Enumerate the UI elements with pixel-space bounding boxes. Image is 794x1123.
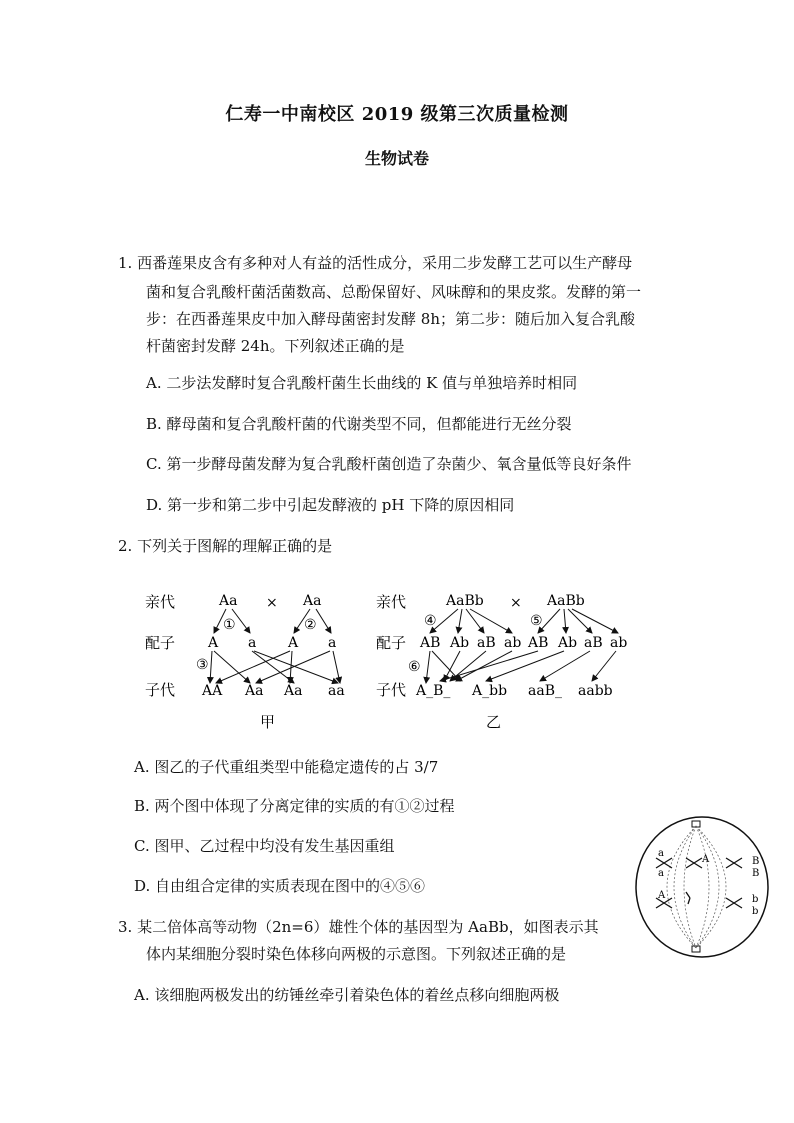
yi-offspring-1: A_B_ — [416, 683, 451, 699]
cell-label-b-1: b — [752, 894, 759, 905]
yi-offspring-2: A_bb — [472, 683, 508, 699]
yi-mark-5: ⑤ — [530, 613, 543, 629]
spindle-fibers — [667, 826, 726, 948]
yi-offspring-3: aaB_ — [528, 683, 562, 699]
q1-stem-line-4: 杆菌密封发酵 24h。下列叙述正确的是 — [146, 337, 405, 355]
yi-label: 乙 — [486, 713, 502, 731]
cell-label-A-2: A — [658, 890, 666, 901]
jia-parent-1: Aa — [219, 593, 238, 609]
yi-parent-2: AaBb — [547, 593, 585, 609]
cell-division-diagram — [632, 812, 772, 962]
yi-gamete-4: ab — [504, 635, 522, 651]
yi-gamete-6: Ab — [558, 635, 578, 651]
genetic-cross-figure — [140, 585, 640, 735]
q1-option-d: D. 第一步和第二步中引起发酵液的 pH 下降的原因相同 — [146, 496, 515, 514]
jia-gamete-1: A — [208, 635, 219, 651]
jia-offspring-4: aa — [328, 683, 345, 699]
cell-label-B-2: B — [752, 868, 760, 879]
jia-label: 甲 — [260, 713, 276, 731]
yi-mark-6: ⑥ — [408, 659, 421, 675]
q1-option-b: B. 酵母菌和复合乳酸杆菌的代谢类型不同，但都能进行无丝分裂 — [146, 415, 572, 433]
jia-gamete-4: a — [328, 635, 337, 651]
cell-label-a-1: a — [658, 848, 664, 859]
yi-parent-1: AaBb — [446, 593, 484, 609]
yi-row-label-parent: 亲代 — [376, 593, 407, 611]
yi-cross: × — [510, 595, 522, 611]
q1-option-a: A. 二步法发酵时复合乳酸杆菌生长曲线的 K 值与单独培养时相同 — [146, 374, 578, 392]
yi-mark-4: ④ — [424, 613, 437, 629]
yi-row-label-gamete: 配子 — [376, 634, 407, 652]
jia-mark-2: ② — [304, 617, 317, 633]
yi-gamete-7: aB — [584, 635, 603, 651]
jia-parent-2: Aa — [303, 593, 322, 609]
jia-cross: × — [266, 595, 278, 611]
jia-mark-1: ① — [223, 617, 236, 633]
yi-gamete-3: aB — [477, 635, 496, 651]
jia-offspring-1: AA — [202, 683, 223, 699]
jia-offspring-2: Aa — [245, 683, 264, 699]
q3-stem-line-1: 3. 某二倍体高等动物（2n=6）雄性个体的基因型为 AaBb，如图表示其 — [118, 918, 599, 936]
jia-offspring-3: Aa — [284, 683, 303, 699]
yi-gamete-8: ab — [610, 635, 628, 651]
q2-option-a: A. 图乙的子代重组类型中能稳定遗传的占 3/7 — [134, 758, 439, 776]
q2-option-d: D. 自由组合定律的实质表现在图中的④⑤⑥ — [134, 877, 426, 895]
cell-label-B-1: B — [752, 856, 760, 867]
yi-offspring-4: aabb — [578, 683, 613, 699]
q3-option-a: A. 该细胞两极发出的纺锤丝牵引着染色体的着丝点移向细胞两极 — [134, 986, 560, 1004]
exam-subtitle: 生物试卷 — [364, 149, 429, 168]
exam-title: 仁寿一中南校区 2019 级第三次质量检测 — [225, 104, 569, 125]
jia-gamete-3: A — [288, 635, 299, 651]
q2-option-b: B. 两个图中体现了分离定律的实质的有①②过程 — [134, 797, 455, 815]
cell-membrane — [636, 817, 768, 957]
q1-stem-line-2: 菌和复合乳酸杆菌活菌数高、总酚保留好、风味醇和的果皮浆。发酵的第一 — [146, 283, 642, 301]
q2-option-c: C. 图甲、乙过程中均没有发生基因重组 — [134, 837, 395, 855]
q3-stem-line-2: 体内某细胞分裂时染色体移向两极的示意图。下列叙述正确的是 — [146, 945, 567, 963]
jia-mark-3: ③ — [196, 657, 209, 673]
chromosomes — [656, 858, 742, 908]
cell-label-b-2: b — [752, 906, 759, 917]
q2-stem: 2. 下列关于图解的理解正确的是 — [118, 537, 333, 555]
yi-gamete-5: AB — [528, 635, 549, 651]
cell-label-A-1: A — [702, 854, 710, 865]
q1-stem-line-1: 1. 西番莲果皮含有多种对人有益的活性成分，采用二步发酵工艺可以生产酵母 — [118, 254, 633, 272]
yi-row-label-offspring: 子代 — [376, 681, 407, 699]
yi-gamete-2: Ab — [450, 635, 470, 651]
jia-row-label-offspring: 子代 — [145, 681, 176, 699]
jia-row-label-gamete: 配子 — [145, 634, 176, 652]
q1-option-c: C. 第一步酵母菌发酵为复合乳酸杆菌创造了杂菌少、氧含量低等良好条件 — [146, 455, 632, 473]
jia-gamete-2: a — [248, 635, 257, 651]
jia-row-label-parent: 亲代 — [145, 593, 176, 611]
q1-stem-line-3: 步：在西番莲果皮中加入酵母菌密封发酵 8h；第二步：随后加入复合乳酸 — [146, 310, 635, 328]
centrosome-bottom — [692, 946, 700, 952]
yi-gamete-1: AB — [420, 635, 441, 651]
cell-label-a-2: a — [658, 868, 664, 879]
